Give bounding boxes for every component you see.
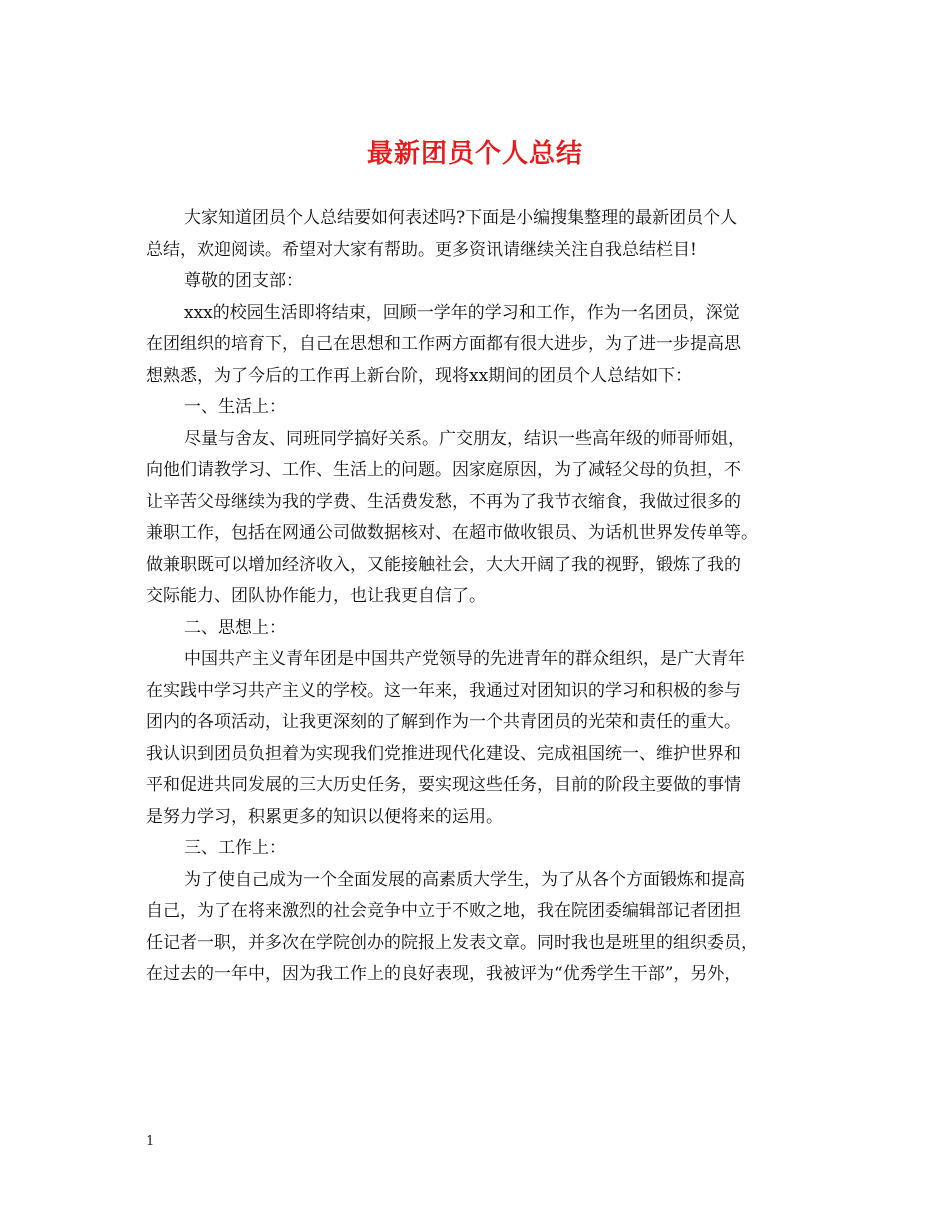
text-line: 总结，欢迎阅读。希望对大家有帮助。更多资讯请继续关注自我总结栏目! <box>146 239 697 260</box>
page-number: 1 <box>146 1134 155 1149</box>
text-line: 尊敬的团支部： <box>184 271 303 291</box>
document-body <box>146 203 810 991</box>
text-line: 尽量与舍友、同班同学搞好关系。广交朋友，结识一些高年级的师哥师姐， <box>184 428 745 449</box>
text-line: 中国共产主义青年团是中国共产党领导的先进青年的群众组织，是广大青年 <box>184 649 745 669</box>
text-line: 任记者一职，并多次在学院创办的院报上发表文章。同时我也是班里的组织委员， <box>146 932 758 953</box>
text-line: 让辛苦父母继续为我的学费、生活费发愁，不再为了我节衣缩食，我做过很多的 <box>146 491 741 512</box>
text-line: 是努力学习，积累更多的知识以便将来的运用。 <box>146 806 503 827</box>
text-line: xxx的校园生活即将结束，回顾一学年的学习和工作，作为一名团员，深觉 <box>184 302 740 323</box>
text-line: 三、工作上： <box>184 838 286 858</box>
page-title: 最新团员个人总结 <box>366 139 583 169</box>
text-line: 二、思想上： <box>184 617 286 638</box>
text-line: 一、生活上： <box>184 397 286 417</box>
text-line: 大家知道团员个人总结要如何表述吗?下面是小编搜集整理的最新团员个人 <box>184 208 738 228</box>
text-line: 向他们请教学习、工作、生活上的问题。因家庭原因，为了减轻父母的负担，不 <box>146 460 741 480</box>
text-line: 想熟悉，为了今后的工作再上新台阶，现将xx期间的团员个人总结如下： <box>146 365 693 386</box>
text-line: 团内的各项活动，让我更深刻的了解到作为一个共青团员的光荣和责任的重大。 <box>146 712 741 732</box>
text-line: 在过去的一年中，因为我工作上的良好表现，我被评为“优秀学生干部”，另外， <box>146 964 742 984</box>
text-line: 做兼职既可以增加经济收入，又能接触社会，大大开阔了我的视野，锻炼了我的 <box>146 554 741 575</box>
text-line: 平和促进共同发展的三大历史任务，要实现这些任务，目前的阶段主要做的事情 <box>146 775 741 795</box>
text-line: 兼职工作，包括在网通公司做数据核对、在超市做收银员、为话机世界发传单等。 <box>146 523 758 543</box>
text-line: 为了使自己成为一个全面发展的高素质大学生，为了从各个方面锻炼和提高 <box>184 869 745 890</box>
text-line: 在团组织的培育下，自己在思想和工作两方面都有很大进步，为了进一步提高思 <box>146 334 741 354</box>
text-line: 自己，为了在将来激烈的社会竞争中立于不败之地，我在院团委编辑部记者团担 <box>146 901 741 921</box>
text-line: 交际能力、团队协作能力，也让我更自信了。 <box>146 586 486 606</box>
text-line: 在实践中学习共产主义的学校。这一年来，我通过对团知识的学习和积极的参与 <box>146 680 741 701</box>
text-line: 我认识到团员负担着为实现我们党推进现代化建设、完成祖国统一、维护世界和 <box>146 743 741 764</box>
